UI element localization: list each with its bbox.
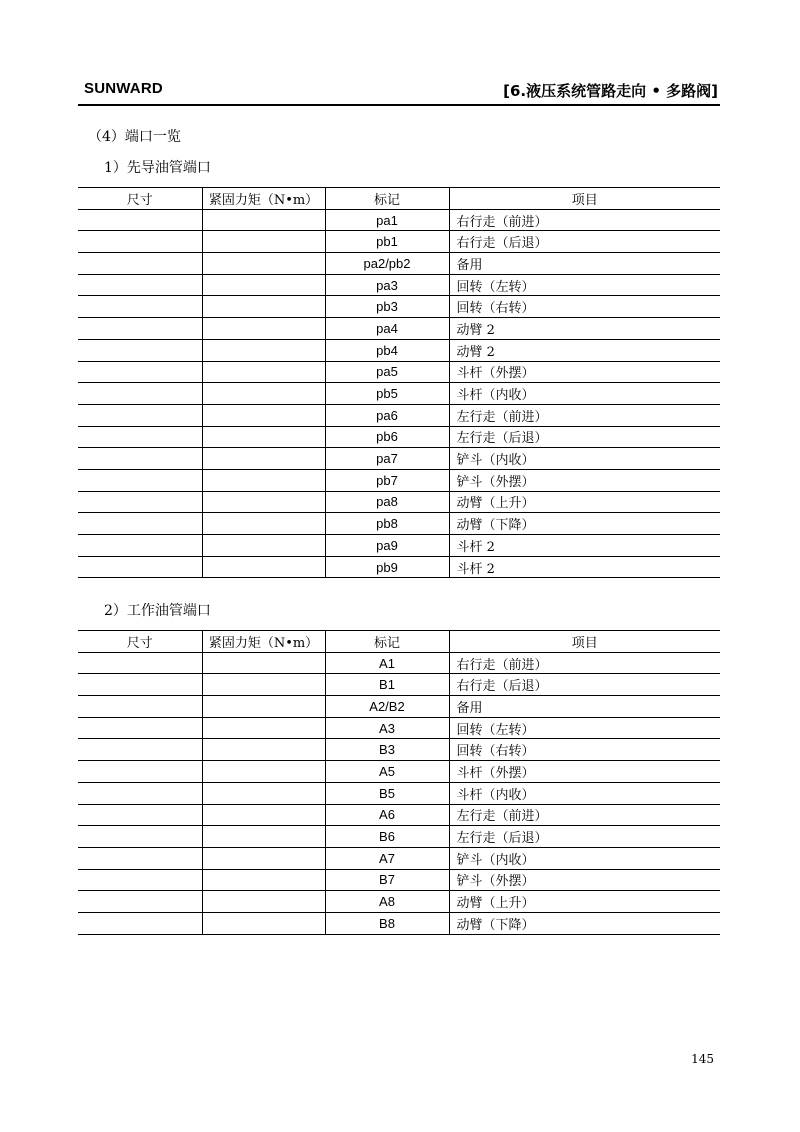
cell-size [78, 404, 202, 426]
cell-torque [202, 491, 325, 513]
section-title: （4）端口一览 [88, 129, 181, 145]
table-row [78, 912, 720, 934]
cell-torque [202, 274, 325, 296]
cell-torque [202, 535, 325, 557]
cell-size [78, 696, 202, 718]
cell-torque [202, 513, 325, 535]
cell-torque [202, 782, 325, 804]
cell-size [78, 469, 202, 491]
cell-size [78, 804, 202, 826]
cell-torque [202, 804, 325, 826]
table-row [78, 404, 720, 426]
table-row [78, 339, 720, 361]
cell-torque [202, 318, 325, 340]
cell-item: 铲斗（外摆） [449, 469, 720, 491]
table-row [78, 253, 720, 275]
cell-mark: pa5 [325, 361, 449, 383]
cell-mark: pa3 [325, 274, 449, 296]
table-row [78, 535, 720, 557]
cell-mark: B6 [325, 826, 449, 848]
cell-size [78, 231, 202, 253]
cell-size [78, 296, 202, 318]
table-row [78, 448, 720, 470]
cell-mark: pb1 [325, 231, 449, 253]
cell-size [78, 361, 202, 383]
table-row [78, 556, 720, 578]
column-header-item: 项目 [449, 188, 720, 210]
cell-mark: pa4 [325, 318, 449, 340]
table-row [78, 826, 720, 848]
cell-torque [202, 696, 325, 718]
cell-size [78, 513, 202, 535]
cell-torque [202, 869, 325, 891]
table-row [78, 696, 720, 718]
table-row [78, 674, 720, 696]
cell-mark: pb4 [325, 339, 449, 361]
column-header-size: 尺寸 [126, 635, 153, 651]
table-row [78, 847, 720, 869]
cell-mark: pb3 [325, 296, 449, 318]
cell-size [78, 339, 202, 361]
table-row [78, 739, 720, 761]
cell-size [78, 253, 202, 275]
cell-item: 右行走（后退） [449, 231, 720, 253]
cell-torque [202, 912, 325, 934]
cell-torque [202, 826, 325, 848]
cell-mark: A6 [325, 804, 449, 826]
cell-size [78, 556, 202, 578]
table-row [78, 513, 720, 535]
cell-item: 回转（右转） [449, 739, 720, 761]
cell-size [78, 535, 202, 557]
cell-mark: B7 [325, 869, 449, 891]
cell-torque [202, 891, 325, 913]
cell-size [78, 891, 202, 913]
cell-torque [202, 469, 325, 491]
cell-size [78, 318, 202, 340]
cell-mark: B5 [325, 782, 449, 804]
cell-size [78, 674, 202, 696]
cell-item: 动臂（上升） [449, 491, 720, 513]
cell-torque [202, 847, 325, 869]
cell-mark: pa2/pb2 [325, 253, 449, 275]
chapter-title: [6.液压系统管路走向 • 多路阀] [503, 82, 718, 100]
cell-item: 右行走（后退） [449, 674, 720, 696]
cell-size [78, 209, 202, 231]
column-header-item: 项目 [449, 631, 720, 653]
pilot-port-table [78, 187, 720, 578]
cell-mark: B3 [325, 739, 449, 761]
cell-mark: pa9 [325, 535, 449, 557]
cell-torque [202, 448, 325, 470]
pilot-table-body [78, 209, 720, 578]
cell-item: 左行走（前进） [449, 804, 720, 826]
work-port-title: 2）工作油管端口 [104, 603, 211, 619]
cell-torque [202, 556, 325, 578]
cell-item: 备用 [449, 696, 720, 718]
table-row [78, 761, 720, 783]
table-row [78, 717, 720, 739]
cell-torque [202, 231, 325, 253]
cell-item: 斗杆（内收） [449, 782, 720, 804]
cell-size [78, 912, 202, 934]
cell-size [78, 426, 202, 448]
cell-item: 动臂 2 [449, 339, 720, 361]
cell-mark: B1 [325, 674, 449, 696]
cell-item: 斗杆 2 [449, 535, 720, 557]
cell-size [78, 826, 202, 848]
cell-item: 动臂（下降） [449, 912, 720, 934]
cell-item: 左行走（后退） [449, 426, 720, 448]
cell-mark: pb6 [325, 426, 449, 448]
cell-mark: pb8 [325, 513, 449, 535]
cell-mark: A3 [325, 717, 449, 739]
table-row [78, 361, 720, 383]
table-row [78, 491, 720, 513]
cell-item: 铲斗（内收） [449, 448, 720, 470]
cell-torque [202, 253, 325, 275]
cell-item: 回转（右转） [449, 296, 720, 318]
cell-size [78, 491, 202, 513]
cell-mark: pa1 [325, 209, 449, 231]
cell-mark: pa7 [325, 448, 449, 470]
cell-torque [202, 426, 325, 448]
cell-mark: pa8 [325, 491, 449, 513]
column-header-mark: 标记 [325, 188, 449, 210]
cell-item: 斗杆（内收） [449, 383, 720, 405]
table-row [78, 296, 720, 318]
table-row [78, 318, 720, 340]
table-row [78, 274, 720, 296]
table-row [78, 652, 720, 674]
cell-item: 铲斗（内收） [449, 847, 720, 869]
cell-size [78, 383, 202, 405]
cell-item: 斗杆（外摆） [449, 761, 720, 783]
cell-item: 回转（左转） [449, 717, 720, 739]
cell-mark: pb9 [325, 556, 449, 578]
cell-size [78, 274, 202, 296]
cell-item: 左行走（前进） [449, 404, 720, 426]
cell-size [78, 717, 202, 739]
cell-size [78, 782, 202, 804]
table-row [78, 231, 720, 253]
work-table-body [78, 652, 720, 934]
cell-size [78, 448, 202, 470]
page-header [78, 80, 720, 106]
cell-size [78, 847, 202, 869]
cell-torque [202, 296, 325, 318]
cell-mark: pa6 [325, 404, 449, 426]
cell-mark: A7 [325, 847, 449, 869]
pilot-port-title: 1）先导油管端口 [104, 160, 211, 176]
cell-mark: A8 [325, 891, 449, 913]
table-row [78, 209, 720, 231]
cell-torque [202, 361, 325, 383]
cell-torque [202, 339, 325, 361]
table-row [78, 869, 720, 891]
cell-torque [202, 404, 325, 426]
cell-mark: A1 [325, 652, 449, 674]
cell-item: 回转（左转） [449, 274, 720, 296]
cell-size [78, 869, 202, 891]
cell-mark: A5 [325, 761, 449, 783]
cell-item: 右行走（前进） [449, 652, 720, 674]
table-row [78, 469, 720, 491]
cell-torque [202, 209, 325, 231]
cell-size [78, 761, 202, 783]
page-number: 145 [691, 1052, 714, 1066]
cell-item: 铲斗（外摆） [449, 869, 720, 891]
cell-torque [202, 739, 325, 761]
table-row [78, 782, 720, 804]
cell-item: 右行走（前进） [449, 209, 720, 231]
cell-item: 动臂 2 [449, 318, 720, 340]
column-header-mark: 标记 [325, 631, 449, 653]
column-header-torque: 紧固力矩（N•m） [202, 631, 325, 653]
cell-item: 动臂（下降） [449, 513, 720, 535]
cell-item: 动臂（上升） [449, 891, 720, 913]
cell-item: 斗杆（外摆） [449, 361, 720, 383]
cell-size [78, 652, 202, 674]
cell-torque [202, 383, 325, 405]
table-row [78, 383, 720, 405]
column-header-size: 尺寸 [126, 192, 153, 208]
cell-torque [202, 652, 325, 674]
cell-torque [202, 674, 325, 696]
cell-mark: pb7 [325, 469, 449, 491]
work-port-table [78, 630, 720, 935]
brand-name: SUNWARD [84, 80, 163, 97]
table-row [78, 891, 720, 913]
table-header-row [78, 631, 720, 653]
cell-mark: pb5 [325, 383, 449, 405]
table-row [78, 804, 720, 826]
cell-torque [202, 761, 325, 783]
cell-item: 备用 [449, 253, 720, 275]
table-header-row [78, 188, 720, 210]
cell-torque [202, 717, 325, 739]
cell-item: 斗杆 2 [449, 556, 720, 578]
column-header-torque: 紧固力矩（N•m） [202, 188, 325, 210]
cell-mark: B8 [325, 912, 449, 934]
cell-size [78, 739, 202, 761]
table-row [78, 426, 720, 448]
cell-item: 左行走（后退） [449, 826, 720, 848]
cell-mark: A2/B2 [325, 696, 449, 718]
